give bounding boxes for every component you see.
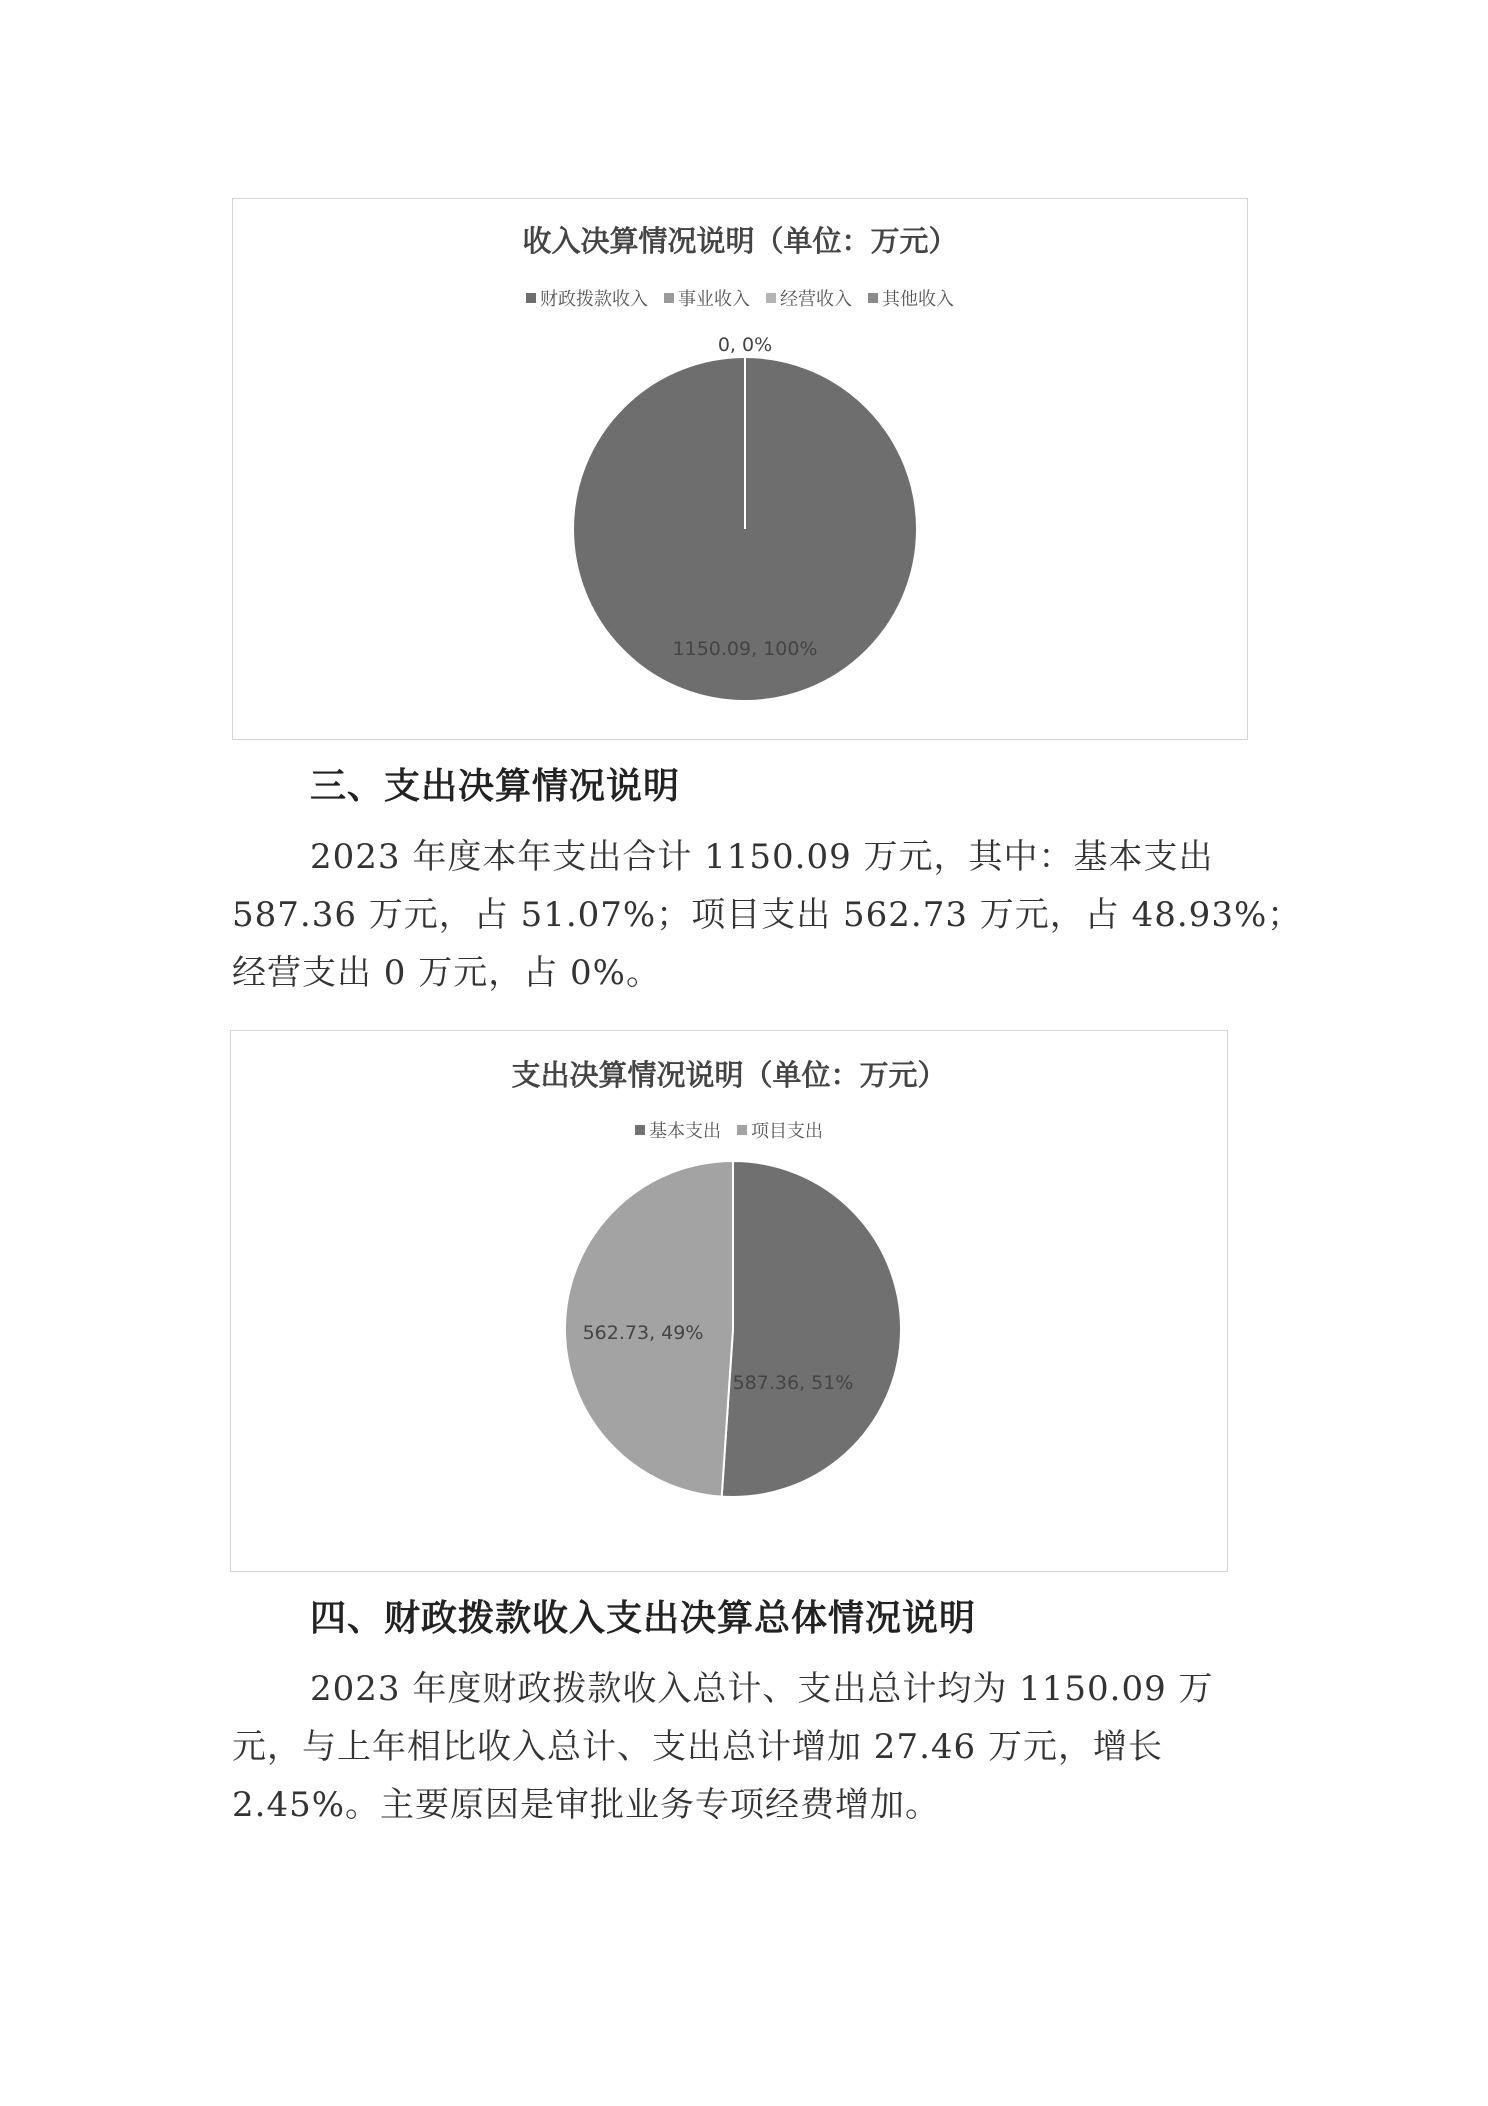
section4-line: 2023 年度财政拨款收入总计、支出总计均为 1150.09 万 [310, 1669, 1214, 1709]
section3-line: 2023 年度本年支出合计 1150.09 万元，其中：基本支出 [310, 837, 1214, 877]
income-chart [232, 198, 1248, 740]
expense-chart [230, 1030, 1228, 1572]
income-pie [233, 199, 1247, 739]
legend-label: 项目支出 [751, 1121, 823, 1142]
section3-heading: 三、支出决算情况说明 [310, 766, 681, 807]
pie-data-label: 1150.09, 100% [672, 638, 818, 660]
income-chart-title: 收入决算情况说明（单位：万元） [522, 224, 958, 258]
section4-line: 2.45%。主要原因是审批业务专项经费增加。 [232, 1785, 941, 1825]
section3-paragraph [232, 828, 1302, 1002]
legend-label: 基本支出 [649, 1121, 721, 1142]
legend-label: 其他收入 [882, 289, 954, 310]
legend-label: 事业收入 [678, 289, 750, 310]
legend-label: 财政拨款收入 [540, 289, 648, 310]
pie-data-label: 562.73, 49% [582, 1322, 704, 1344]
section4-heading: 四、财政拨款收入支出决算总体情况说明 [310, 1598, 977, 1639]
section4-line: 元，与上年相比收入总计、支出总计增加 27.46 万元，增长 [232, 1727, 1163, 1767]
pie-slice [722, 1161, 901, 1497]
pie-data-label: 0, 0% [717, 334, 773, 356]
pie-data-label: 587.36, 51% [732, 1372, 854, 1394]
expense-chart-title: 支出决算情况说明（单位：万元） [511, 1058, 947, 1092]
section3-line: 587.36 万元，占 51.07%；项目支出 562.73 万元，占 48.93%； [232, 895, 1303, 935]
section3-line: 经营支出 0 万元，占 0%。 [232, 953, 661, 993]
legend-label: 经营收入 [780, 289, 852, 310]
expense-pie [231, 1031, 1227, 1571]
section4-paragraph [232, 1660, 1214, 1834]
